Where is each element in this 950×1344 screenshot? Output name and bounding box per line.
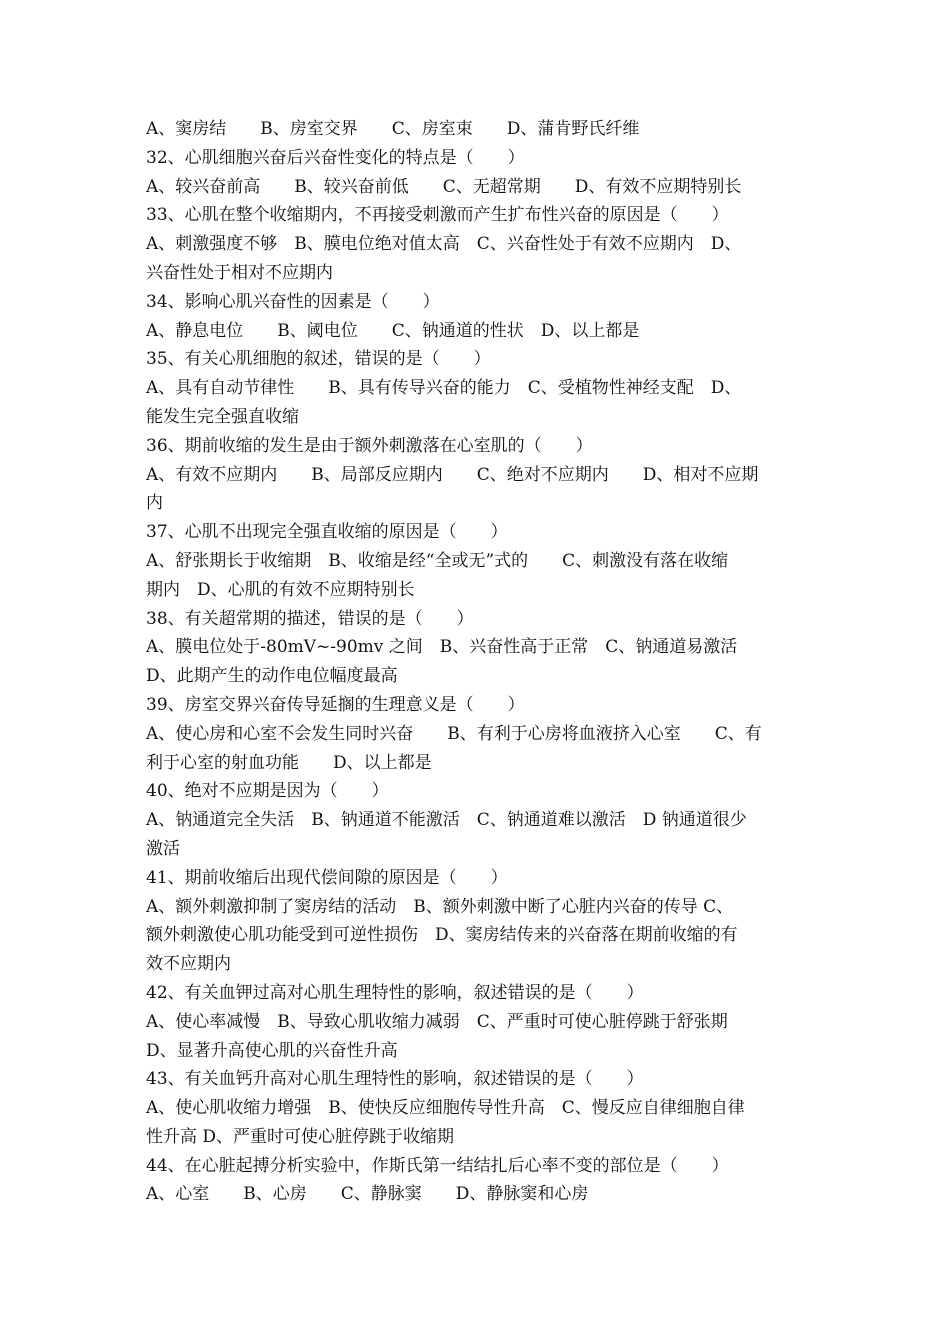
question-43: 43、有关血钙升高对心肌生理特性的影响，叙述错误的是（ ）	[146, 1069, 644, 1090]
options-41-cont: 额外刺激使心肌功能受到可逆性损伤 D、窦房结传来的兴奋落在期前收缩的有	[146, 925, 738, 946]
options-32: A、较兴奋前高 B、较兴奋前低 C、无超常期 D、有效不应期特别长	[146, 176, 742, 197]
options-38-cont: D、此期产生的动作电位幅度最高	[146, 666, 398, 687]
options-42: A、使心率减慢 B、导致心肌收缩力减弱 C、严重时可使心脏停跳于舒张期	[146, 1011, 728, 1032]
question-36: 36、期前收缩的发生是由于额外刺激落在心室肌的（ ）	[146, 435, 593, 456]
options-38: A、膜电位处于-80mV~-90mv 之间 B、兴奋性高于正常 C、钠通道易激活	[146, 637, 738, 658]
question-42: 42、有关血钾过高对心肌生理特性的影响，叙述错误的是（ ）	[146, 982, 644, 1003]
question-32: 32、心肌细胞兴奋后兴奋性变化的特点是（ ）	[146, 147, 525, 168]
options-33-cont: 兴奋性处于相对不应期内	[146, 262, 333, 283]
options-37-cont: 期内 D、心肌的有效不应期特别长	[146, 579, 415, 600]
options-39: A、使心房和心室不会发生同时兴奋 B、有利于心房将血液挤入心室 C、有	[146, 723, 762, 744]
options-41: A、额外刺激抑制了窦房结的活动 B、额外刺激中断了心脏内兴奋的传导 C、	[146, 896, 734, 917]
options-35-cont: 能发生完全强直收缩	[146, 406, 299, 427]
question-39: 39、房室交界兴奋传导延搁的生理意义是（ ）	[146, 694, 525, 715]
options-42-cont: D、显著升高使心肌的兴奋性升高	[146, 1040, 398, 1061]
options-40: A、钠通道完全失活 B、钠通道不能激活 C、钠通道难以激活 D 钠通道很少	[146, 810, 747, 831]
options-40-cont: 激活	[146, 838, 180, 859]
document-page	[146, 115, 814, 1209]
question-38: 38、有关超常期的描述，错误的是（ ）	[146, 608, 474, 629]
question-40: 40、绝对不应期是因为（ ）	[146, 781, 389, 802]
options-34: A、静息电位 B、阈电位 C、钠通道的性状 D、以上都是	[146, 320, 640, 341]
options-39-cont: 利于心室的射血功能 D、以上都是	[146, 752, 432, 773]
options-37: A、舒张期长于收缩期 B、收缩是经“全或无”式的 C、刺激没有落在收缩	[146, 550, 729, 571]
question-33: 33、心肌在整个收缩期内，不再接受刺激而产生扩布性兴奋的原因是（ ）	[146, 205, 729, 226]
text-line: A、窦房结 B、房室交界 C、房室束 D、蒲肯野氏纤维	[146, 119, 640, 139]
options-35: A、具有自动节律性 B、具有传导兴奋的能力 C、受植物性神经支配 D、	[146, 378, 742, 399]
question-44: 44、在心脏起搏分析实验中，作斯氏第一结结扎后心率不变的部位是（ ）	[146, 1155, 729, 1176]
question-37: 37、心肌不出现完全强直收缩的原因是（ ）	[146, 522, 508, 543]
question-35: 35、有关心肌细胞的叙述，错误的是（ ）	[146, 349, 491, 370]
options-33: A、刺激强度不够 B、膜电位绝对值太高 C、兴奋性处于有效不应期内 D、	[146, 234, 742, 255]
options-36: A、有效不应期内 B、局部反应期内 C、绝对不应期内 D、相对不应期	[146, 464, 759, 485]
question-41: 41、期前收缩后出现代偿间隙的原因是（ ）	[146, 867, 508, 888]
options-43-cont: 性升高 D、严重时可使心脏停跳于收缩期	[146, 1126, 455, 1147]
options-44: A、心室 B、心房 C、静脉窦 D、静脉窦和心房	[146, 1184, 589, 1205]
options-36-cont: 内	[146, 493, 163, 514]
options-43: A、使心肌收缩力增强 B、使快反应细胞传导性升高 C、慢反应自律细胞自律	[146, 1098, 745, 1119]
options-41-cont-2: 效不应期内	[146, 954, 231, 975]
question-34: 34、影响心肌兴奋性的因素是（ ）	[146, 291, 440, 312]
